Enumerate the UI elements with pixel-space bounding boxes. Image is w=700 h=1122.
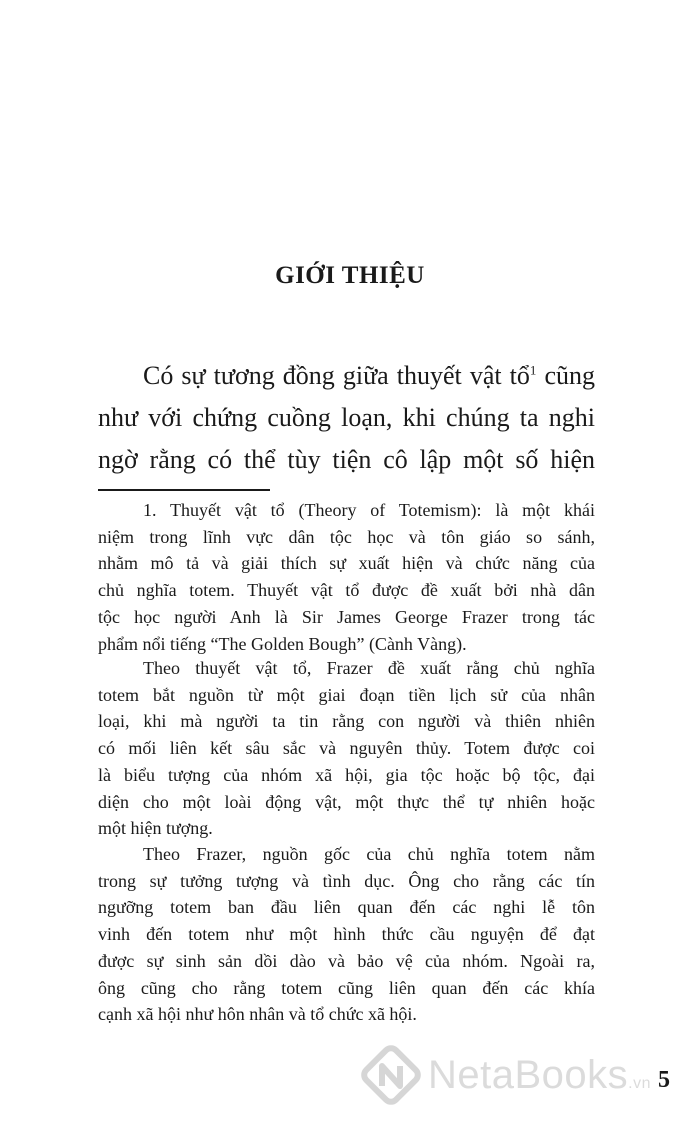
footnote-line: totem bắt nguồn từ một giai đoạn tiền lịch sử của nhân (98, 684, 595, 705)
footnote-line: trong sự tưởng tượng và tình dục. Ông cho rằng các tín (98, 870, 595, 891)
footnote-line: một hiện tượng. (98, 818, 213, 839)
footnote-line: có mối liên kết sâu sắc và nguyên thủy. Totem được coi (98, 738, 595, 759)
footnote-line: diện cho một loài động vật, một thực thể tự nhiên hoặc (98, 791, 595, 812)
footnote-paragraph-1 (98, 497, 595, 657)
footnote-line: Theo thuyết vật tổ, Frazer đề xuất rằng chủ nghĩa (143, 658, 595, 678)
watermark-text: NetaBooks.vn (428, 1052, 652, 1097)
page-title: GIỚI THIỆU (275, 262, 425, 289)
footnote-paragraph-3 (98, 841, 595, 1028)
footnote-paragraph-2 (98, 655, 595, 842)
footnote-line: loại, khi mà người ta tin rằng con người và thiên nhiên (98, 711, 595, 732)
netabooks-logo-icon (360, 1044, 422, 1106)
footnote-line: ông cũng cho rằng totem cũng liên quan đến các khía (98, 977, 595, 998)
page-number: 5 (658, 1067, 670, 1093)
main-paragraph (98, 355, 595, 481)
footnote-line: Theo Frazer, nguồn gốc của chủ nghĩa totem nằm (143, 844, 595, 864)
footnote-line: nhằm mô tả và giải thích sự xuất hiện và chức năng của (98, 553, 595, 574)
netabooks-watermark (360, 1040, 690, 1110)
footnote-line: chủ nghĩa totem. Thuyết vật tổ được đề xuất bởi nhà dân (98, 580, 595, 601)
paragraph-line: như với chứng cuồng loạn, khi chúng ta nghi (98, 403, 595, 432)
footnote-line: vinh đến totem như một hình thức cầu nguyện để đạt (98, 924, 595, 945)
paragraph-line: Có sự tương đồng giữa thuyết vật tổ$^1$ cũng (143, 361, 595, 390)
footnote-line: được sự sinh sản dồi dào và bảo vệ của nhóm. Ngoài ra, (98, 950, 595, 971)
footnote-separator (98, 489, 270, 491)
footnote-line: là biểu tượng của nhóm xã hội, gia tộc hoặc bộ tộc, đại (98, 764, 595, 785)
footnote-line: tộc học người Anh là Sir James George Frazer trong tác (98, 606, 595, 627)
footnote-line: phẩm nổi tiếng “The Golden Bough” (Cành Vàng). (98, 633, 467, 654)
footnote-line: cạnh xã hội như hôn nhân và tổ chức xã hội. (98, 1004, 417, 1025)
footnote-marker: 1 (529, 362, 537, 378)
footnote-line: ngưỡng totem ban đầu liên quan đến các nghi lễ tôn (98, 897, 595, 918)
footnote-line: 1. Thuyết vật tổ (Theory of Totemism): là một khái (143, 500, 595, 520)
paragraph-line: ngờ rằng có thể tùy tiện cô lập một số hiện (98, 445, 595, 474)
footnote-line: niệm trong lĩnh vực dân tộc học và tôn giáo so sánh, (98, 526, 595, 547)
